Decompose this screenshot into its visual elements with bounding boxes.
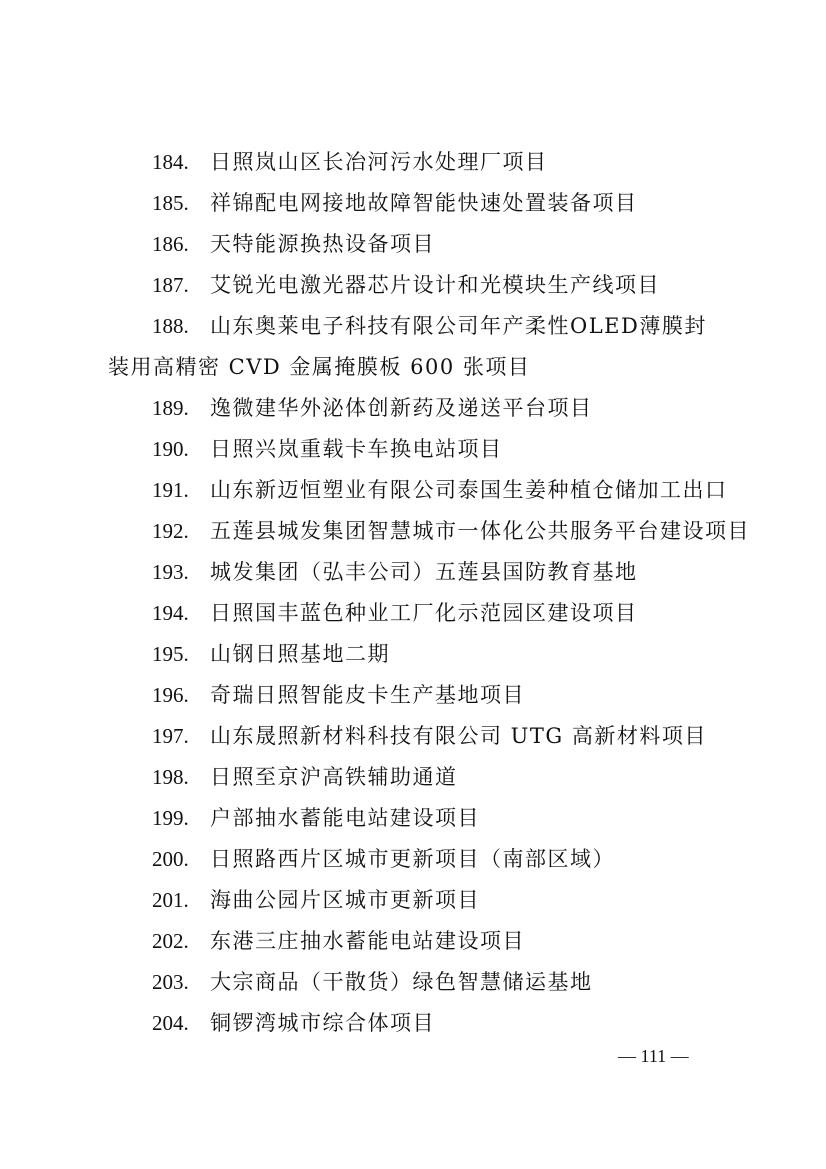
item-number: 204. bbox=[152, 1011, 189, 1035]
item-text: 铜锣湾城市综合体项目 bbox=[210, 1011, 435, 1035]
item-number: 184. bbox=[152, 150, 189, 174]
item-number: 195. bbox=[152, 642, 189, 666]
list-item bbox=[108, 224, 728, 265]
item-number: 185. bbox=[152, 191, 189, 215]
list-item bbox=[108, 183, 728, 224]
item-text: 户部抽水蓄能电站建设项目 bbox=[210, 806, 480, 830]
item-text: 山东奥莱电子科技有限公司年产柔性OLED薄膜封装用高精密 CVD 金属掩膜板 600 张项目 bbox=[108, 314, 707, 379]
item-text: 五莲县城发集团智慧城市一体化公共服务平台建设项目 bbox=[210, 519, 750, 543]
item-text: 日照路西片区城市更新项目（南部区域） bbox=[210, 847, 615, 871]
item-number: 200. bbox=[152, 847, 189, 871]
item-number: 191. bbox=[152, 478, 189, 502]
item-text: 东港三庄抽水蓄能电站建设项目 bbox=[210, 929, 525, 953]
item-text: 山钢日照基地二期 bbox=[210, 642, 390, 666]
item-number: 201. bbox=[152, 888, 189, 912]
list-item bbox=[108, 429, 728, 470]
list-item bbox=[108, 880, 728, 921]
list-item bbox=[108, 757, 728, 798]
item-number: 198. bbox=[152, 765, 189, 789]
item-text: 日照国丰蓝色种业工厂化示范园区建设项目 bbox=[210, 601, 638, 625]
list-item bbox=[108, 921, 728, 962]
item-number: 196. bbox=[152, 683, 189, 707]
item-text: 山东新迈恒塑业有限公司泰国生姜种植仓储加工出口 bbox=[210, 478, 728, 502]
list-item bbox=[108, 470, 728, 511]
item-number: 203. bbox=[152, 970, 189, 994]
item-number: 188. bbox=[152, 314, 189, 338]
list-item bbox=[108, 798, 728, 839]
item-text: 艾锐光电激光器芯片设计和光模块生产线项目 bbox=[210, 273, 660, 297]
item-text: 祥锦配电网接地故障智能快速处置装备项目 bbox=[210, 191, 638, 215]
item-number: 194. bbox=[152, 601, 189, 625]
list-item bbox=[108, 675, 728, 716]
item-text: 大宗商品（干散货）绿色智慧储运基地 bbox=[210, 970, 593, 994]
list-item bbox=[108, 265, 728, 306]
list-item bbox=[108, 962, 728, 1003]
item-number: 197. bbox=[152, 724, 189, 748]
list-item bbox=[108, 552, 728, 593]
item-text: 天特能源换热设备项目 bbox=[210, 232, 435, 256]
page-number: — 111 — bbox=[618, 1046, 689, 1066]
item-number: 187. bbox=[152, 273, 189, 297]
list-item bbox=[108, 839, 728, 880]
item-text: 山东晟照新材料科技有限公司 UTG 高新材料项目 bbox=[210, 724, 707, 748]
item-text: 日照兴岚重载卡车换电站项目 bbox=[210, 437, 503, 461]
list-item bbox=[108, 716, 728, 757]
item-text: 日照岚山区长冶河污水处理厂项目 bbox=[210, 150, 548, 174]
item-number: 192. bbox=[152, 519, 189, 543]
item-text: 奇瑞日照智能皮卡生产基地项目 bbox=[210, 683, 525, 707]
list-item bbox=[108, 388, 728, 429]
item-text: 日照至京沪高铁辅助通道 bbox=[210, 765, 458, 789]
item-number: 193. bbox=[152, 560, 189, 584]
item-number: 190. bbox=[152, 437, 189, 461]
list-item bbox=[108, 1003, 728, 1044]
item-number: 189. bbox=[152, 396, 189, 420]
list-item bbox=[108, 593, 728, 634]
item-text: 城发集团（弘丰公司）五莲县国防教育基地 bbox=[210, 560, 638, 584]
list-item bbox=[108, 634, 728, 675]
item-text: 海曲公园片区城市更新项目 bbox=[210, 888, 480, 912]
list-item bbox=[108, 306, 728, 388]
item-number: 199. bbox=[152, 806, 189, 830]
project-list bbox=[108, 142, 750, 1044]
item-number: 202. bbox=[152, 929, 189, 953]
list-item bbox=[108, 511, 750, 552]
item-number: 186. bbox=[152, 232, 189, 256]
item-text: 逸微建华外泌体创新药及递送平台项目 bbox=[210, 396, 593, 420]
list-item bbox=[108, 142, 728, 183]
